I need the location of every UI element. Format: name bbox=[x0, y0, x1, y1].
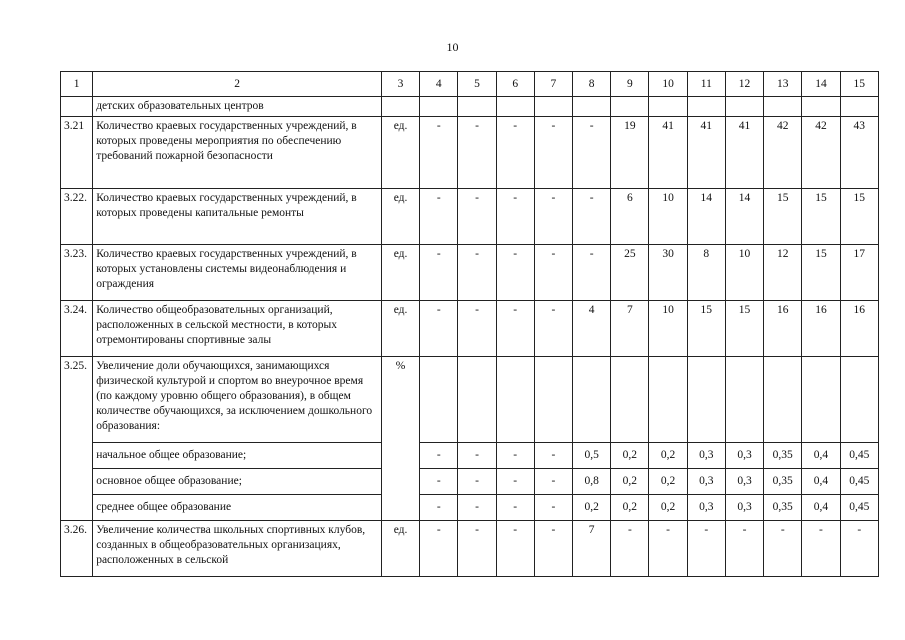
value-cell: - bbox=[534, 520, 572, 576]
value-cell: 15 bbox=[802, 244, 840, 300]
value-cell bbox=[840, 356, 878, 442]
value-cell: 0,45 bbox=[840, 494, 878, 520]
value-cell: - bbox=[496, 520, 534, 576]
value-cell bbox=[764, 356, 802, 442]
subrow bbox=[61, 468, 879, 494]
value-cell: - bbox=[496, 244, 534, 300]
value-cell: 4 bbox=[573, 300, 611, 356]
value-cell: - bbox=[534, 116, 572, 188]
unit-cell: % bbox=[381, 356, 419, 520]
value-cell: 10 bbox=[649, 300, 687, 356]
indicator-text: детских образовательных центров bbox=[93, 97, 382, 117]
value-cell: 42 bbox=[802, 116, 840, 188]
header-cell: 7 bbox=[534, 72, 572, 97]
header-cell: 11 bbox=[687, 72, 725, 97]
value-cell: 43 bbox=[840, 116, 878, 188]
value-cell bbox=[381, 97, 419, 117]
value-cell: - bbox=[534, 442, 572, 468]
value-cell: 41 bbox=[725, 116, 763, 188]
header-cell: 5 bbox=[458, 72, 496, 97]
row-number-cell bbox=[61, 97, 93, 117]
table-row bbox=[61, 300, 879, 356]
value-cell: 14 bbox=[725, 188, 763, 244]
value-cell bbox=[496, 356, 534, 442]
table-row bbox=[61, 244, 879, 300]
value-cell: - bbox=[534, 188, 572, 244]
value-cell: - bbox=[496, 300, 534, 356]
unit-cell: ед. bbox=[381, 116, 419, 188]
indicators-table bbox=[60, 71, 879, 577]
value-cell: 15 bbox=[802, 188, 840, 244]
value-cell: - bbox=[420, 468, 458, 494]
value-cell: 0,45 bbox=[840, 442, 878, 468]
header-cell: 13 bbox=[764, 72, 802, 97]
value-cell: 16 bbox=[764, 300, 802, 356]
subrow-text: начальное общее образование; bbox=[93, 442, 382, 468]
indicator-text: Количество общеобразовательных организаций, расположенных в сельской местности, в которых отремонтированы спортивные залы bbox=[93, 300, 382, 356]
value-cell bbox=[725, 97, 763, 117]
value-cell: 0,4 bbox=[802, 494, 840, 520]
header-cell: 12 bbox=[725, 72, 763, 97]
unit-cell: ед. bbox=[381, 244, 419, 300]
value-cell: 15 bbox=[725, 300, 763, 356]
value-cell: - bbox=[764, 520, 802, 576]
value-cell: 17 bbox=[840, 244, 878, 300]
value-cell: 0,2 bbox=[611, 494, 649, 520]
value-cell bbox=[534, 97, 572, 117]
value-cell: 6 bbox=[611, 188, 649, 244]
value-cell: 10 bbox=[725, 244, 763, 300]
value-cell bbox=[687, 97, 725, 117]
value-cell: - bbox=[420, 520, 458, 576]
value-cell: - bbox=[496, 494, 534, 520]
value-cell: - bbox=[611, 520, 649, 576]
subrow bbox=[61, 442, 879, 468]
header-cell: 2 bbox=[93, 72, 382, 97]
value-cell: 0,2 bbox=[611, 468, 649, 494]
value-cell: 15 bbox=[840, 188, 878, 244]
value-cell: - bbox=[496, 116, 534, 188]
value-cell bbox=[420, 356, 458, 442]
value-cell: 15 bbox=[764, 188, 802, 244]
value-cell: 0,35 bbox=[764, 442, 802, 468]
value-cell: - bbox=[458, 442, 496, 468]
value-cell: 30 bbox=[649, 244, 687, 300]
value-cell: - bbox=[458, 520, 496, 576]
value-cell: 0,3 bbox=[725, 442, 763, 468]
value-cell: - bbox=[573, 244, 611, 300]
value-cell: 0,2 bbox=[611, 442, 649, 468]
value-cell: 0,8 bbox=[573, 468, 611, 494]
value-cell: - bbox=[420, 300, 458, 356]
value-cell bbox=[764, 97, 802, 117]
header-cell: 4 bbox=[420, 72, 458, 97]
header-cell: 1 bbox=[61, 72, 93, 97]
value-cell: 7 bbox=[611, 300, 649, 356]
value-cell: - bbox=[649, 520, 687, 576]
value-cell: - bbox=[458, 494, 496, 520]
value-cell: 0,3 bbox=[725, 494, 763, 520]
table-row bbox=[61, 356, 879, 442]
value-cell: 0,45 bbox=[840, 468, 878, 494]
value-cell: 16 bbox=[802, 300, 840, 356]
unit-cell: ед. bbox=[381, 188, 419, 244]
value-cell: 0,4 bbox=[802, 442, 840, 468]
value-cell bbox=[611, 356, 649, 442]
value-cell: 0,2 bbox=[649, 442, 687, 468]
value-cell bbox=[840, 97, 878, 117]
subrow-text: среднее общее образование bbox=[93, 494, 382, 520]
value-cell: 0,2 bbox=[573, 494, 611, 520]
value-cell bbox=[802, 97, 840, 117]
value-cell: 0,3 bbox=[687, 494, 725, 520]
value-cell: - bbox=[496, 468, 534, 494]
header-cell: 15 bbox=[840, 72, 878, 97]
value-cell: 0,4 bbox=[802, 468, 840, 494]
value-cell bbox=[534, 356, 572, 442]
row-number: 3.26. bbox=[61, 520, 93, 576]
value-cell: - bbox=[458, 300, 496, 356]
value-cell: 10 bbox=[649, 188, 687, 244]
value-cell: 8 bbox=[687, 244, 725, 300]
value-cell: 15 bbox=[687, 300, 725, 356]
value-cell bbox=[458, 97, 496, 117]
value-cell: - bbox=[725, 520, 763, 576]
subrow bbox=[61, 494, 879, 520]
value-cell bbox=[725, 356, 763, 442]
table-row bbox=[61, 520, 879, 576]
value-cell: - bbox=[420, 116, 458, 188]
value-cell: 0,3 bbox=[687, 442, 725, 468]
value-cell bbox=[687, 356, 725, 442]
indicator-text: Количество краевых государственных учреждений, в которых проведены мероприятия по обеспечению требований пожарной безопасности bbox=[93, 116, 382, 188]
value-cell: 16 bbox=[840, 300, 878, 356]
value-cell bbox=[458, 356, 496, 442]
value-cell: - bbox=[458, 188, 496, 244]
page-number: 10 bbox=[446, 40, 459, 54]
value-cell bbox=[802, 356, 840, 442]
value-cell: - bbox=[573, 116, 611, 188]
value-cell: - bbox=[840, 520, 878, 576]
value-cell: - bbox=[534, 494, 572, 520]
value-cell: 25 bbox=[611, 244, 649, 300]
value-cell: 41 bbox=[649, 116, 687, 188]
header-row bbox=[61, 72, 879, 97]
header-cell: 8 bbox=[573, 72, 611, 97]
value-cell: - bbox=[802, 520, 840, 576]
value-cell: 0,3 bbox=[725, 468, 763, 494]
value-cell: - bbox=[496, 442, 534, 468]
value-cell: 14 bbox=[687, 188, 725, 244]
value-cell bbox=[573, 356, 611, 442]
value-cell: 0,2 bbox=[649, 468, 687, 494]
value-cell bbox=[611, 97, 649, 117]
value-cell bbox=[496, 97, 534, 117]
value-cell: 0,2 bbox=[649, 494, 687, 520]
value-cell: 19 bbox=[611, 116, 649, 188]
value-cell bbox=[573, 97, 611, 117]
indicator-text: Количество краевых государственных учреждений, в которых установлены системы видеонаблюдения и ограждения bbox=[93, 244, 382, 300]
value-cell: - bbox=[458, 468, 496, 494]
indicator-text: Количество краевых государственных учреждений, в которых проведены капитальные ремонты bbox=[93, 188, 382, 244]
table-row bbox=[61, 188, 879, 244]
value-cell: - bbox=[573, 188, 611, 244]
unit-cell: ед. bbox=[381, 300, 419, 356]
value-cell: - bbox=[458, 116, 496, 188]
value-cell: - bbox=[687, 520, 725, 576]
row-number: 3.23. bbox=[61, 244, 93, 300]
header-cell: 14 bbox=[802, 72, 840, 97]
value-cell: 0,35 bbox=[764, 494, 802, 520]
continuation-row bbox=[61, 97, 879, 117]
value-cell: 0,3 bbox=[687, 468, 725, 494]
value-cell: 0,35 bbox=[764, 468, 802, 494]
value-cell: 41 bbox=[687, 116, 725, 188]
row-number: 3.21 bbox=[61, 116, 93, 188]
value-cell: - bbox=[534, 300, 572, 356]
value-cell bbox=[420, 97, 458, 117]
value-cell bbox=[649, 356, 687, 442]
value-cell: 7 bbox=[573, 520, 611, 576]
value-cell: - bbox=[420, 244, 458, 300]
value-cell: 0,5 bbox=[573, 442, 611, 468]
indicator-text: Увеличение доли обучающихся, занимающихся физической культурой и спортом во внеурочное время (по каждому уровню общего образования), в общем количестве обучающихся, за исключением дошкольного образования: bbox=[93, 356, 382, 442]
value-cell: - bbox=[496, 188, 534, 244]
table-row bbox=[61, 116, 879, 188]
value-cell bbox=[649, 97, 687, 117]
value-cell: - bbox=[534, 468, 572, 494]
unit-cell: ед. bbox=[381, 520, 419, 576]
subrow-text: основное общее образование; bbox=[93, 468, 382, 494]
header-cell: 6 bbox=[496, 72, 534, 97]
value-cell: - bbox=[534, 244, 572, 300]
row-number: 3.22. bbox=[61, 188, 93, 244]
row-number: 3.24. bbox=[61, 300, 93, 356]
value-cell: - bbox=[420, 442, 458, 468]
value-cell: 12 bbox=[764, 244, 802, 300]
header-cell: 9 bbox=[611, 72, 649, 97]
indicator-text: Увеличение количества школьных спортивных клубов, созданных в общеобразовательных организациях, расположенных в сельской bbox=[93, 520, 382, 576]
value-cell: - bbox=[420, 188, 458, 244]
value-cell: 42 bbox=[764, 116, 802, 188]
value-cell: - bbox=[420, 494, 458, 520]
value-cell: - bbox=[458, 244, 496, 300]
row-number: 3.25. bbox=[61, 356, 93, 520]
header-cell: 3 bbox=[381, 72, 419, 97]
header-cell: 10 bbox=[649, 72, 687, 97]
